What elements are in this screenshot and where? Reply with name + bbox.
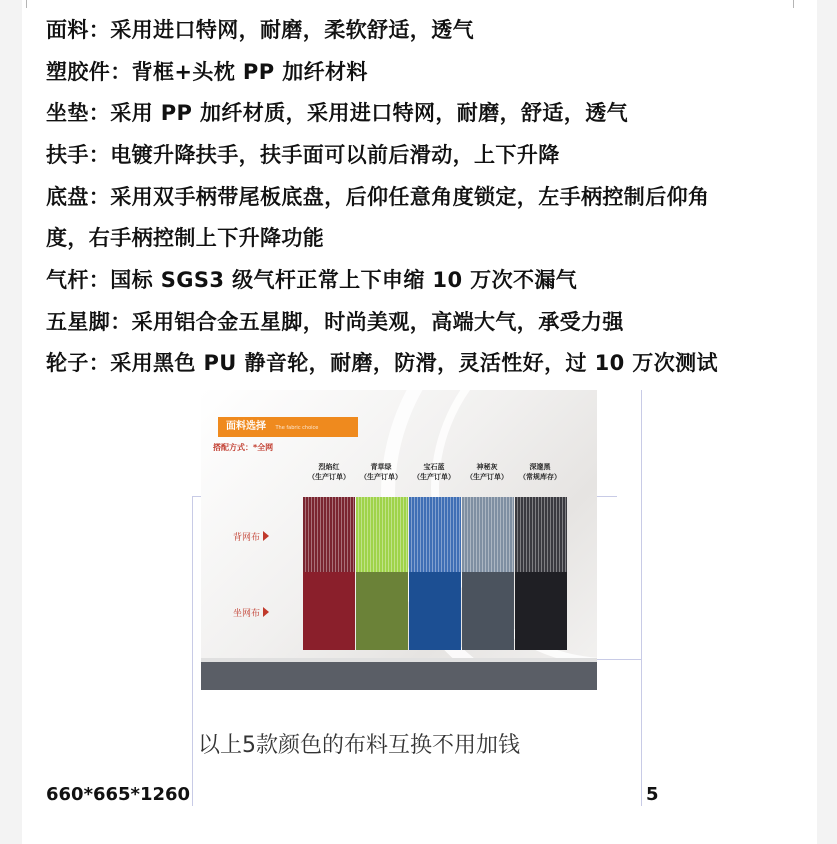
spec-line: 面料：采用进口特网，耐磨，柔软舒适，透气 [46, 18, 474, 42]
triangle-right-icon [263, 531, 269, 541]
margin-corner-mark [26, 0, 27, 8]
color-name: 深邃黑 [529, 463, 551, 471]
swatch-seat-2 [356, 572, 408, 650]
textbox-guide [641, 390, 642, 806]
color-note: （常规库存） [519, 473, 561, 481]
swatch-seat-4 [462, 572, 514, 650]
swatch-seat-5 [515, 572, 567, 650]
row-label-seat [233, 606, 269, 619]
spec-line: 度，右手柄控制上下升降功能 [46, 226, 325, 250]
swatch-back-3 [409, 497, 461, 572]
textbox-guide [597, 659, 641, 660]
color-header [409, 462, 459, 482]
spec-line: 底盘：采用双手柄带尾板底盘，后仰任意角度锁定，左手柄控制后仰角 [46, 185, 710, 209]
spec-line: 扶手：电镀升降扶手，扶手面可以前后滑动，上下升降 [46, 143, 560, 167]
triangle-right-icon [263, 607, 269, 617]
spec-line: 塑胶件：背框+头枕 PP 加纤材料 [46, 60, 368, 84]
row-label-back [233, 530, 269, 543]
spec-line: 五星脚：采用铝合金五星脚，时尚美观，高端大气，承受力强 [46, 310, 624, 334]
fabric-title-tab [218, 417, 358, 437]
color-header [304, 462, 354, 482]
color-name: 宝石蓝 [423, 463, 445, 471]
swatch-seat-1 [303, 572, 355, 650]
spec-line: 坐垫：采用 PP 加纤材质，采用进口特网，耐磨，舒适，透气 [46, 101, 629, 125]
swatch-back-2 [356, 497, 408, 572]
textbox-guide [192, 496, 193, 806]
swatch-back-5 [515, 497, 567, 572]
spec-line: 气杆：国标 SGS3 级气杆正常上下申缩 10 万次不漏气 [46, 268, 578, 292]
color-name: 青草绿 [370, 463, 392, 471]
spec-line: 轮子：采用黑色 PU 静音轮，耐磨，防滑，灵活性好，过 10 万次测试 [46, 351, 718, 375]
color-header [462, 462, 512, 482]
swatch-back-4 [462, 497, 514, 572]
fabric-title-en: The fabric choice [275, 425, 319, 431]
floor-bar [201, 662, 597, 690]
color-header [356, 462, 406, 482]
row-label-text: 坐网布 [233, 609, 261, 619]
dimensions-text: 660*665*1260 [46, 784, 191, 805]
color-name: 神秘灰 [476, 463, 498, 471]
margin-corner-mark [793, 0, 794, 8]
document-page [22, 0, 817, 844]
figure-caption: 以上5款颜色的布料互换不用加钱 [198, 733, 520, 758]
match-label: 搭配方式：*全网 [213, 443, 274, 452]
swatch-back-1 [303, 497, 355, 572]
color-header [515, 462, 565, 482]
color-name: 烈焰红 [318, 463, 340, 471]
color-note: （生产订单） [360, 473, 402, 481]
swatch-seat-3 [409, 572, 461, 650]
fabric-title: 面料选择 [226, 421, 266, 432]
color-note: （生产订单） [308, 473, 350, 481]
color-note: （生产订单） [466, 473, 508, 481]
row-label-text: 背网布 [233, 533, 261, 543]
footer-value: 5 [646, 784, 659, 805]
color-note: （生产订单） [413, 473, 455, 481]
fabric-choice-image[interactable] [201, 390, 597, 690]
